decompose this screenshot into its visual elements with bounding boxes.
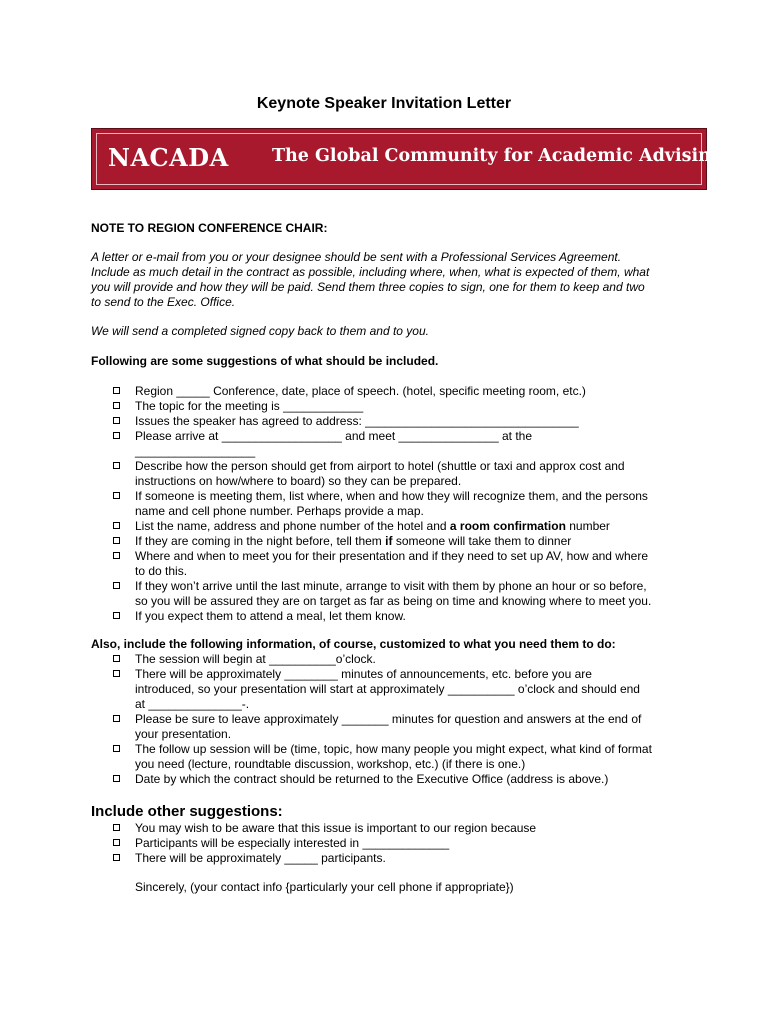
checkbox-icon[interactable] <box>113 402 120 409</box>
intro-paragraph <box>91 250 691 310</box>
list-item: The follow up session will be (time, topic, how many people you might expect, what kind of format you need (lecture, roundtable discussion, workshop, etc.) (if there is one.) <box>91 742 691 772</box>
list-item: Date by which the contract should be returned to the Executive Office (address is above.) <box>91 772 691 787</box>
list-item: Describe how the person should get from airport to hotel (shuttle or taxi and approx cost and instructions on how/where to board) so they can be prepared. <box>91 459 691 489</box>
nacada-banner <box>91 128 724 190</box>
suggestions-heading: Following are some suggestions of what should be included. <box>91 354 439 368</box>
checkbox-icon[interactable] <box>113 417 120 424</box>
checkbox-icon[interactable] <box>113 775 120 782</box>
closing-line: Sincerely, (your contact info {particularly your cell phone if appropriate}) <box>135 880 514 894</box>
intro-line: to send to the Exec. Office. <box>91 295 236 309</box>
checkbox-icon[interactable] <box>113 655 120 662</box>
list-item: If they are coming in the night before, tell them if someone will take them to dinner <box>91 534 691 549</box>
banner-tagline: The Global Community for Academic Advising <box>272 146 724 166</box>
list-item: List the name, address and phone number of the hotel and a room confirmation number <box>91 519 691 534</box>
also-heading: Also, include the following information, of course, customized to what you need them to do: <box>91 637 616 651</box>
banner-logo: NACADA <box>108 143 229 172</box>
checkbox-icon[interactable] <box>113 462 120 469</box>
list-item: You may wish to be aware that this issue is important to our region because <box>91 821 691 836</box>
list-item: Please be sure to leave approximately _______ minutes for question and answers at the end of your presentation. <box>91 712 691 742</box>
checkbox-icon[interactable] <box>113 552 120 559</box>
list-item: If someone is meeting them, list where, when and how they will recognize them, and the persons name and cell phone number. Perhaps provide a map. <box>91 489 691 519</box>
checkbox-icon[interactable] <box>113 522 120 529</box>
other-list <box>91 821 691 866</box>
list-item: Please arrive at __________________ and meet _______________ at the __________________ <box>91 429 691 459</box>
suggestions-list <box>91 384 691 624</box>
checkbox-icon[interactable] <box>113 854 120 861</box>
checkbox-icon[interactable] <box>113 824 120 831</box>
send-line: We will send a completed signed copy back to them and to you. <box>91 324 429 338</box>
intro-line: you will provide and how they will be paid. Send them three copies to sign, one for them to keep and two <box>91 280 645 294</box>
checkbox-icon[interactable] <box>113 582 120 589</box>
list-item: If you expect them to attend a meal, let them know. <box>91 609 691 624</box>
note-heading: NOTE TO REGION CONFERENCE CHAIR: <box>91 221 328 235</box>
list-item: The topic for the meeting is ____________ <box>91 399 691 414</box>
also-list <box>91 652 691 787</box>
checkbox-icon[interactable] <box>113 715 120 722</box>
list-item: Participants will be especially interested in _____________ <box>91 836 691 851</box>
list-item: There will be approximately ________ minutes of announcements, etc. before you are introduced, so your presentation will start at approximately __________ o’clock and should end at ______________-. <box>91 667 691 712</box>
checkbox-icon[interactable] <box>113 839 120 846</box>
checkbox-icon[interactable] <box>113 387 120 394</box>
list-item: If they won’t arrive until the last minute, arrange to visit with them by phone an hour or so before, so you will be assured they are on target as far as being on time and knowing where to meet you. <box>91 579 691 609</box>
checkbox-icon[interactable] <box>113 432 120 439</box>
intro-line: A letter or e-mail from you or your designee should be sent with a Professional Services Agreement. <box>91 250 622 264</box>
page-title: Keynote Speaker Invitation Letter <box>256 95 512 112</box>
list-item: Where and when to meet you for their presentation and if they need to set up AV, how and where to do this. <box>91 549 691 579</box>
checkbox-icon[interactable] <box>113 612 120 619</box>
checkbox-icon[interactable] <box>113 492 120 499</box>
other-suggestions-heading: Include other suggestions: <box>91 803 283 820</box>
list-item: Region _____ Conference, date, place of speech. (hotel, specific meeting room, etc.) <box>91 384 691 399</box>
checkbox-icon[interactable] <box>113 537 120 544</box>
list-item: The session will begin at __________o’clock. <box>91 652 691 667</box>
intro-line: Include as much detail in the contract as possible, including where, when, what is expected of them, what <box>91 265 650 279</box>
checkbox-icon[interactable] <box>113 670 120 677</box>
list-item: There will be approximately _____ participants. <box>91 851 691 866</box>
checkbox-icon[interactable] <box>113 745 120 752</box>
list-item: Issues the speaker has agreed to address: ________________________________ <box>91 414 691 429</box>
